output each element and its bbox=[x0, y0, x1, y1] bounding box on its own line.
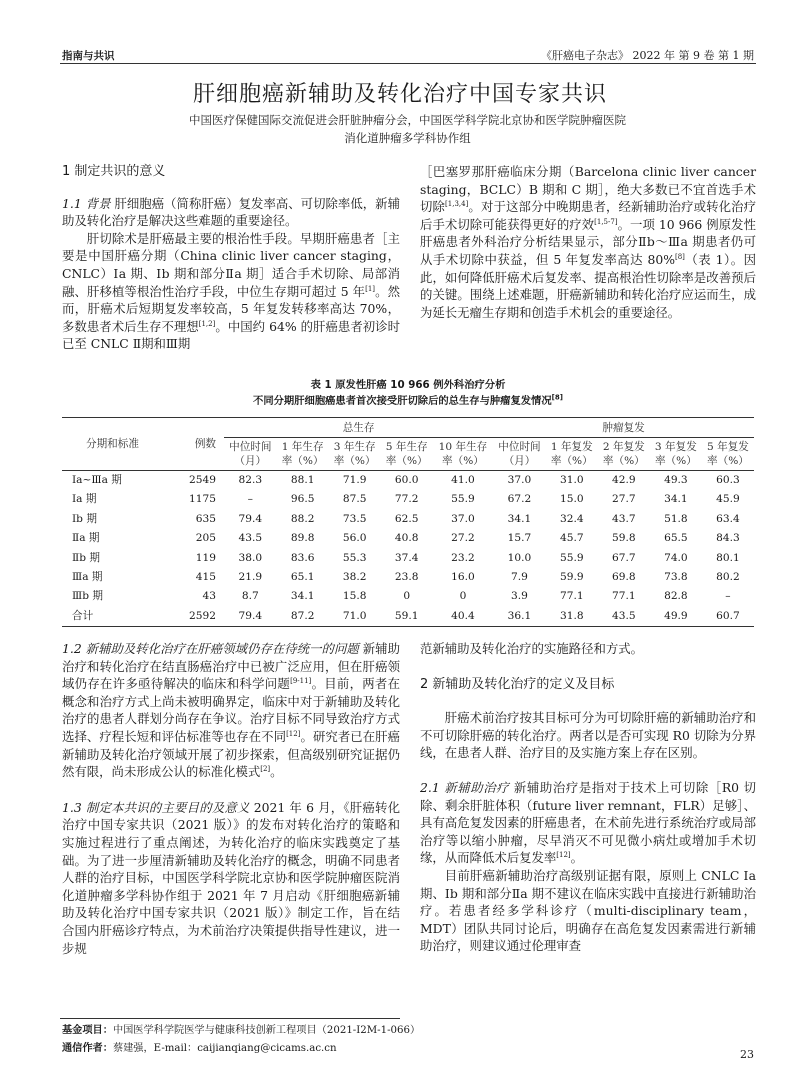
upper-left-column bbox=[62, 163, 400, 353]
column-header-metric bbox=[277, 438, 329, 471]
case-count-cell: 205 bbox=[195, 532, 216, 545]
table-body bbox=[62, 471, 754, 627]
table-cell: 40.4 bbox=[451, 609, 475, 622]
table-cell: 41.0 bbox=[451, 474, 475, 486]
table-row bbox=[62, 471, 754, 491]
column-header-line: （月） bbox=[234, 455, 267, 467]
table-cell: 65.1 bbox=[290, 571, 315, 584]
case-count-cell: 43 bbox=[202, 590, 216, 603]
table-cell: 71.9 bbox=[342, 474, 367, 486]
column-header-line: 率（%） bbox=[654, 455, 697, 467]
paragraph-text: 新辅助治疗是指对于技术上可切除［R0 切除、剩余肝脏体积（future liver remnant，FLR）足够］、具有高危复发因素的肝癌患者，在术前先进行系统治疗或局部治疗等以缩小肿瘤，尽早消灭不可见微小病灶或增加手术切缘，从而降低术后复发率 bbox=[420, 779, 756, 866]
paragraph-text: 新辅助治疗和转化治疗在结直肠癌治疗中已被广泛应用，但在肝癌领域仍存在许多亟待解决的临床和科学问题 bbox=[62, 641, 400, 692]
table-cell: 3.9 bbox=[511, 590, 528, 603]
subsection-1-3-heading: 1.3 制定本共识的主要目的及意义 bbox=[62, 799, 250, 815]
table-cell: 37.4 bbox=[394, 551, 419, 564]
citation-ref: [12] bbox=[286, 729, 301, 738]
citation-ref: [12] bbox=[556, 851, 571, 860]
row-label: Ⅲb 期 bbox=[72, 590, 103, 603]
table-cell: 87.2 bbox=[290, 609, 315, 622]
column-header-line: 率（%） bbox=[281, 455, 324, 467]
table-cell: 77.1 bbox=[612, 590, 636, 603]
row-label: Ⅱb 期 bbox=[72, 551, 100, 564]
column-header-metric bbox=[546, 438, 598, 471]
table-cell: 37.0 bbox=[507, 474, 532, 486]
citation-ref: [1] bbox=[365, 284, 376, 293]
table-row bbox=[62, 529, 754, 548]
column-header-metric bbox=[650, 438, 702, 471]
table-cell: 45.9 bbox=[716, 493, 740, 506]
column-header-metric bbox=[224, 438, 277, 471]
table-row bbox=[62, 568, 754, 587]
table-cell: 67.7 bbox=[612, 551, 636, 564]
paragraph-text: 肝切除术是肝癌最主要的根治性手段。早期肝癌患者［主要是中国肝癌分期（China clinic liver cancer staging，CNLC）Ⅰa 期、Ⅰb 期和部分Ⅱa 期］适合手术切除、局部消融、肝移植等根治性治疗手段，中位生存期可超过 5 年 bbox=[62, 230, 400, 299]
column-header-line: 10 年生存 bbox=[438, 441, 488, 453]
table-cell: 83.6 bbox=[290, 551, 315, 564]
table-subtitle bbox=[60, 394, 756, 410]
table-cell: 59.8 bbox=[612, 532, 636, 545]
table-cell: 31.8 bbox=[560, 609, 584, 622]
table-cell: 73.5 bbox=[342, 512, 367, 525]
table-cell: 63.4 bbox=[716, 512, 740, 525]
case-count-cell: 635 bbox=[195, 512, 216, 525]
table-cell: 43.5 bbox=[612, 609, 636, 622]
journal-info: 《肝癌电子杂志》 2022 年 第 9 卷 第 1 期 bbox=[541, 49, 754, 62]
table-title: 表 1 原发性肝癌 10 966 例外科治疗分析 bbox=[310, 379, 506, 391]
citation-ref: [1,2] bbox=[198, 319, 216, 328]
table-cell: 73.8 bbox=[664, 571, 688, 584]
column-header-metric bbox=[493, 438, 546, 471]
table-cell: 88.1 bbox=[290, 474, 315, 486]
table-cell: 88.2 bbox=[290, 512, 315, 525]
section-1-heading: 1 制定共识的意义 bbox=[62, 164, 166, 179]
column-header-metric bbox=[381, 438, 433, 471]
column-header-line: 率（%） bbox=[442, 455, 484, 467]
table-cell: 27.2 bbox=[451, 532, 475, 545]
column-header-line: 5 年生存 bbox=[385, 441, 428, 453]
table-cell: 36.1 bbox=[507, 609, 532, 622]
upper-right-column bbox=[420, 163, 756, 321]
paragraph-text: 。目前，两者在概念和治疗方式上尚未被明确界定，临床中对于新辅助及转化治疗的患者人群划分尚存在争议。治疗目标不同导致治疗方式选择、疗程长短和评估标准等也存在不同 bbox=[62, 676, 400, 744]
table-cell: 23.8 bbox=[394, 571, 419, 584]
table-cell: 79.4 bbox=[238, 512, 263, 525]
subsection-2-1-heading: 2.1 新辅助治疗 bbox=[420, 779, 510, 795]
row-label: Ⅰa 期 bbox=[72, 493, 97, 506]
column-header-metric bbox=[598, 438, 650, 471]
column-header-line: 3 年生存 bbox=[333, 441, 376, 453]
citation-ref: [1,3,4] bbox=[445, 200, 469, 209]
case-count-cell: 2549 bbox=[189, 474, 216, 486]
table-cell: 60.7 bbox=[716, 609, 740, 622]
table-cell: 0 bbox=[403, 590, 411, 603]
table-caption bbox=[60, 378, 756, 409]
column-header-line: 率（%） bbox=[602, 455, 645, 467]
citation-ref: [1,5-7] bbox=[594, 217, 618, 226]
subsection-1-1-heading: 1.1 背景 bbox=[62, 195, 111, 211]
table-cell: 43.5 bbox=[238, 532, 263, 545]
section-2-heading: 2 新辅助及转化治疗的定义及目标 bbox=[420, 676, 615, 692]
paragraph-text: 。对于这部分中晚期患者，经新辅助治疗或转化治疗后手术切除可能获得更好的疗效 bbox=[420, 199, 757, 232]
table-cell: 49.3 bbox=[664, 474, 688, 486]
paragraph-2-1 bbox=[420, 779, 756, 867]
table-cell: – bbox=[247, 493, 253, 506]
paragraph-text: 肝细胞癌（简称肝癌）复发率高、可切除率低，新辅助及转化治疗是解决这些难题的重要途径。 bbox=[62, 195, 400, 229]
table-cell: 10.0 bbox=[507, 551, 532, 564]
table-cell: 40.8 bbox=[394, 532, 419, 545]
column-header-line: 中位时间 bbox=[229, 441, 272, 453]
paragraph-2-1-b: 目前肝癌新辅助治疗高级别证据有限，原则上 CNLC Ⅰa 期、Ⅰb 期和部分Ⅱa 期不建议在临床实践中直接进行新辅助治疗。若患者经多学科诊疗（multi-disciplinary team，MDT）团队共同讨论后，明确存在高危复发因素需进行新辅助治疗，则建议通过伦理审查 bbox=[420, 867, 756, 954]
paragraph-text: 2021 年 6 月，《肝癌转化治疗中国专家共识（2021 版）》的发布对转化治疗的策略和实施过程进行了重点阐述，为转化治疗的临床实践奠定了基础。为了进一步厘清新辅助及转化治疗的概念，明确不同患者人群的治疗目标，中国医学科学院北京协和医学院肿瘤医院消化道肿瘤多学科协作组于 2021 年 7 月启动《肝细胞癌新辅助及转化治疗中国专家共识（2021 版）》制定工作，旨在结合国内肝癌诊疗特点，为术前治疗决策提供指导性建议，进一步规 bbox=[62, 799, 400, 956]
row-label: Ⅰb 期 bbox=[72, 512, 97, 525]
table-cell: 69.8 bbox=[612, 571, 636, 584]
table-row bbox=[62, 549, 754, 568]
table-cell: 79.4 bbox=[238, 609, 263, 622]
table-cell: 80.1 bbox=[716, 551, 740, 564]
column-header-stage: 分期和标准 bbox=[86, 438, 139, 450]
subsection-1-2-heading: 1.2 新辅助及转化治疗在肝癌领域仍存在待统一的问题 bbox=[62, 641, 359, 656]
column-header-line: 率（%） bbox=[333, 455, 376, 467]
section-label: 指南与共识 bbox=[62, 50, 115, 62]
table-cell: 51.8 bbox=[664, 512, 688, 525]
column-header-line: 5 年复发 bbox=[707, 441, 749, 453]
row-label: Ⅲa 期 bbox=[72, 571, 103, 584]
column-header-line: 率（%） bbox=[550, 455, 593, 467]
table-cell: 71.0 bbox=[342, 609, 367, 622]
table-cell: 16.0 bbox=[451, 571, 475, 584]
lower-right-column bbox=[420, 640, 756, 955]
paragraph-text: 。然而，肝癌术后短期复发率较高，5 年复发转移率高达 70%，多数患者术后生存不理想 bbox=[62, 283, 401, 334]
table-cell: 23.2 bbox=[451, 551, 475, 564]
column-header-line: 2 年复发 bbox=[602, 441, 645, 453]
lower-left-column bbox=[62, 640, 400, 957]
case-count-cell: 1175 bbox=[189, 493, 216, 506]
correspondence-text: 蔡建强，E-mail：caijianqiang@cicams.ac.cn bbox=[112, 1043, 337, 1054]
table-cell: 65.5 bbox=[664, 532, 688, 545]
author-affiliation bbox=[70, 111, 745, 147]
table-cell: 15.8 bbox=[342, 590, 367, 603]
table-cell: 21.9 bbox=[238, 571, 263, 584]
column-header-metric bbox=[702, 438, 754, 471]
table-cell: 42.9 bbox=[612, 474, 636, 486]
table-cell: 55.9 bbox=[451, 493, 475, 506]
table-cell: 82.3 bbox=[238, 474, 263, 486]
header-rule bbox=[60, 63, 756, 64]
group-header-overall-survival: 总生存 bbox=[224, 418, 493, 438]
funding-text: 中国医学科学院医学与健康科技创新工程项目（2021-I2M-1-066） bbox=[112, 1025, 421, 1036]
case-count-cell: 2592 bbox=[189, 609, 216, 622]
author-line-1: 中国医疗保健国际交流促进会肝脏肿瘤分会，中国医学科学院北京协和医学院肿瘤医院 bbox=[189, 113, 626, 127]
table-cell: 31.0 bbox=[560, 474, 584, 486]
table-cell: 60.3 bbox=[716, 474, 740, 486]
table-cell: 37.0 bbox=[451, 512, 475, 525]
table-cell: 96.5 bbox=[290, 493, 315, 506]
table-row bbox=[62, 490, 754, 509]
paragraph-1-1-b bbox=[62, 230, 400, 353]
table-cell: 60.0 bbox=[394, 474, 419, 486]
case-count-cell: 119 bbox=[195, 551, 216, 564]
paragraph-1-1 bbox=[62, 195, 400, 230]
group-header-recurrence: 肿瘤复发 bbox=[493, 418, 754, 438]
funding-label: 基金项目： bbox=[62, 1025, 113, 1036]
funding-note bbox=[62, 1023, 420, 1038]
table-cell: 89.8 bbox=[290, 532, 315, 545]
paragraph-2-intro: 肝癌术前治疗按其目标可分为可切除肝癌的新辅助治疗和不可切除肝癌的转化治疗。两者以是否可实现 R0 切除为分界线，在患者人群、治疗目的及实施方案上存在区别。 bbox=[420, 710, 756, 761]
table-cell: 67.2 bbox=[507, 493, 532, 506]
table-row bbox=[62, 607, 754, 627]
table-cell: 38.0 bbox=[238, 551, 263, 564]
table-cell: 34.1 bbox=[507, 512, 532, 525]
page-number: 23 bbox=[740, 1048, 754, 1061]
column-header-line: （月） bbox=[503, 455, 536, 467]
table-cell: 84.3 bbox=[716, 532, 740, 545]
table-cell: 59.9 bbox=[560, 571, 584, 584]
table-cell: 87.5 bbox=[342, 493, 367, 506]
table-cell: 7.9 bbox=[511, 571, 528, 584]
case-count-cell: 415 bbox=[195, 571, 216, 584]
column-header-line: 1 年生存 bbox=[281, 441, 324, 453]
paragraph-text: 。中国约 64% 的肝癌患者初诊时已至 CNLC Ⅱ期和Ⅲ期 bbox=[62, 318, 400, 352]
table-subtitle-text: 不同分期肝细胞癌患者首次接受肝切除后的总生存与肿瘤复发情况 bbox=[253, 394, 552, 407]
column-header-line: 中位时间 bbox=[498, 441, 541, 453]
paragraph-text: 。 bbox=[570, 850, 584, 866]
table-cell: 34.1 bbox=[290, 590, 315, 603]
data-table bbox=[62, 417, 754, 627]
column-header-line: 率（%） bbox=[385, 455, 428, 467]
column-header-metric bbox=[433, 438, 493, 471]
table-cell: 32.4 bbox=[560, 512, 584, 525]
survival-table bbox=[62, 417, 754, 627]
table-cell: 27.7 bbox=[612, 493, 636, 506]
paragraph-1-1-cont bbox=[420, 163, 756, 321]
paragraph-text: 。一项 10 966 例原发性肝癌患者外科治疗分析结果显示，部分Ⅱb～Ⅲa 期患者仍可从手术切除中获益，但 5 年复发率高达 80% bbox=[420, 216, 757, 267]
citation-ref: [2] bbox=[260, 765, 271, 774]
column-header-count: 例数 bbox=[194, 438, 216, 450]
table-cell: 77.1 bbox=[560, 590, 584, 603]
table-row bbox=[62, 587, 754, 606]
column-header-line: 1 年复发 bbox=[550, 441, 593, 453]
row-label: Ⅱa 期 bbox=[72, 532, 100, 545]
table-cell: 59.1 bbox=[394, 609, 419, 622]
column-header-metric bbox=[329, 438, 381, 471]
table-cell: 56.0 bbox=[342, 532, 367, 545]
table-cell: – bbox=[725, 590, 731, 603]
row-label: 合计 bbox=[72, 609, 94, 622]
table-cell: 38.2 bbox=[342, 571, 367, 584]
row-label: Ⅰa~Ⅲa 期 bbox=[72, 474, 122, 486]
table-cell: 74.0 bbox=[664, 551, 688, 564]
citation-ref: [8] bbox=[675, 252, 685, 261]
correspondence-note bbox=[62, 1041, 337, 1056]
table-cell: 34.1 bbox=[664, 493, 688, 506]
table-cell: 49.9 bbox=[664, 609, 688, 622]
table-cell: 55.9 bbox=[560, 551, 584, 564]
table-cell: 45.7 bbox=[560, 532, 584, 545]
column-header-line: 3 年复发 bbox=[654, 441, 697, 453]
table-cell: 55.3 bbox=[342, 551, 367, 564]
table-cell: 62.5 bbox=[394, 512, 419, 525]
table-cell: 8.7 bbox=[241, 590, 259, 603]
paragraph-1-3 bbox=[62, 799, 400, 957]
paragraph-text: （表 1）。因此，如何降低肝癌术后复发率、提高根治性切除率是改善预后的关键。围绕上述难题，肝癌新辅助和转化治疗应运而生，成为延长无瘤生存期和创造手术机会的重要途径。 bbox=[420, 251, 756, 320]
table-cell: 15.0 bbox=[560, 493, 584, 506]
table-cell: 43.7 bbox=[612, 512, 636, 525]
article-title: 肝细胞癌新辅助及转化治疗中国专家共识 bbox=[192, 82, 607, 107]
citation-ref: [8] bbox=[551, 393, 563, 402]
table-cell: 77.2 bbox=[394, 493, 419, 506]
column-header-line: 率（%） bbox=[707, 455, 749, 467]
paragraph-1-3-cont: 范新辅助及转化治疗的实施路径和方式。 bbox=[420, 641, 644, 656]
table-cell: 82.8 bbox=[664, 590, 688, 603]
paragraph-text: ［巴塞罗那肝癌临床分期（Barcelona clinic liver cancer staging，BCLC）B 期和 C 期］，绝大多数已不宜首选手术切除 bbox=[420, 164, 756, 215]
table-row bbox=[62, 510, 754, 529]
table-cell: 80.2 bbox=[716, 571, 740, 584]
paragraph-1-2 bbox=[62, 640, 400, 781]
correspondence-label: 通信作者： bbox=[62, 1043, 113, 1054]
citation-ref: [9-11] bbox=[290, 677, 312, 686]
table-cell: 0 bbox=[459, 590, 467, 603]
table-cell: 15.7 bbox=[507, 532, 532, 545]
paragraph-text: 。 bbox=[270, 764, 283, 780]
author-line-2: 消化道肿瘤多学科协作组 bbox=[344, 131, 471, 145]
footnote-rule bbox=[60, 1018, 400, 1019]
paragraph-text: 。研究者已在肝癌新辅助及转化治疗领域开展了初步探索，但高级别研究证据仍然有限，尚未形成公认的标准化模式 bbox=[62, 728, 401, 780]
